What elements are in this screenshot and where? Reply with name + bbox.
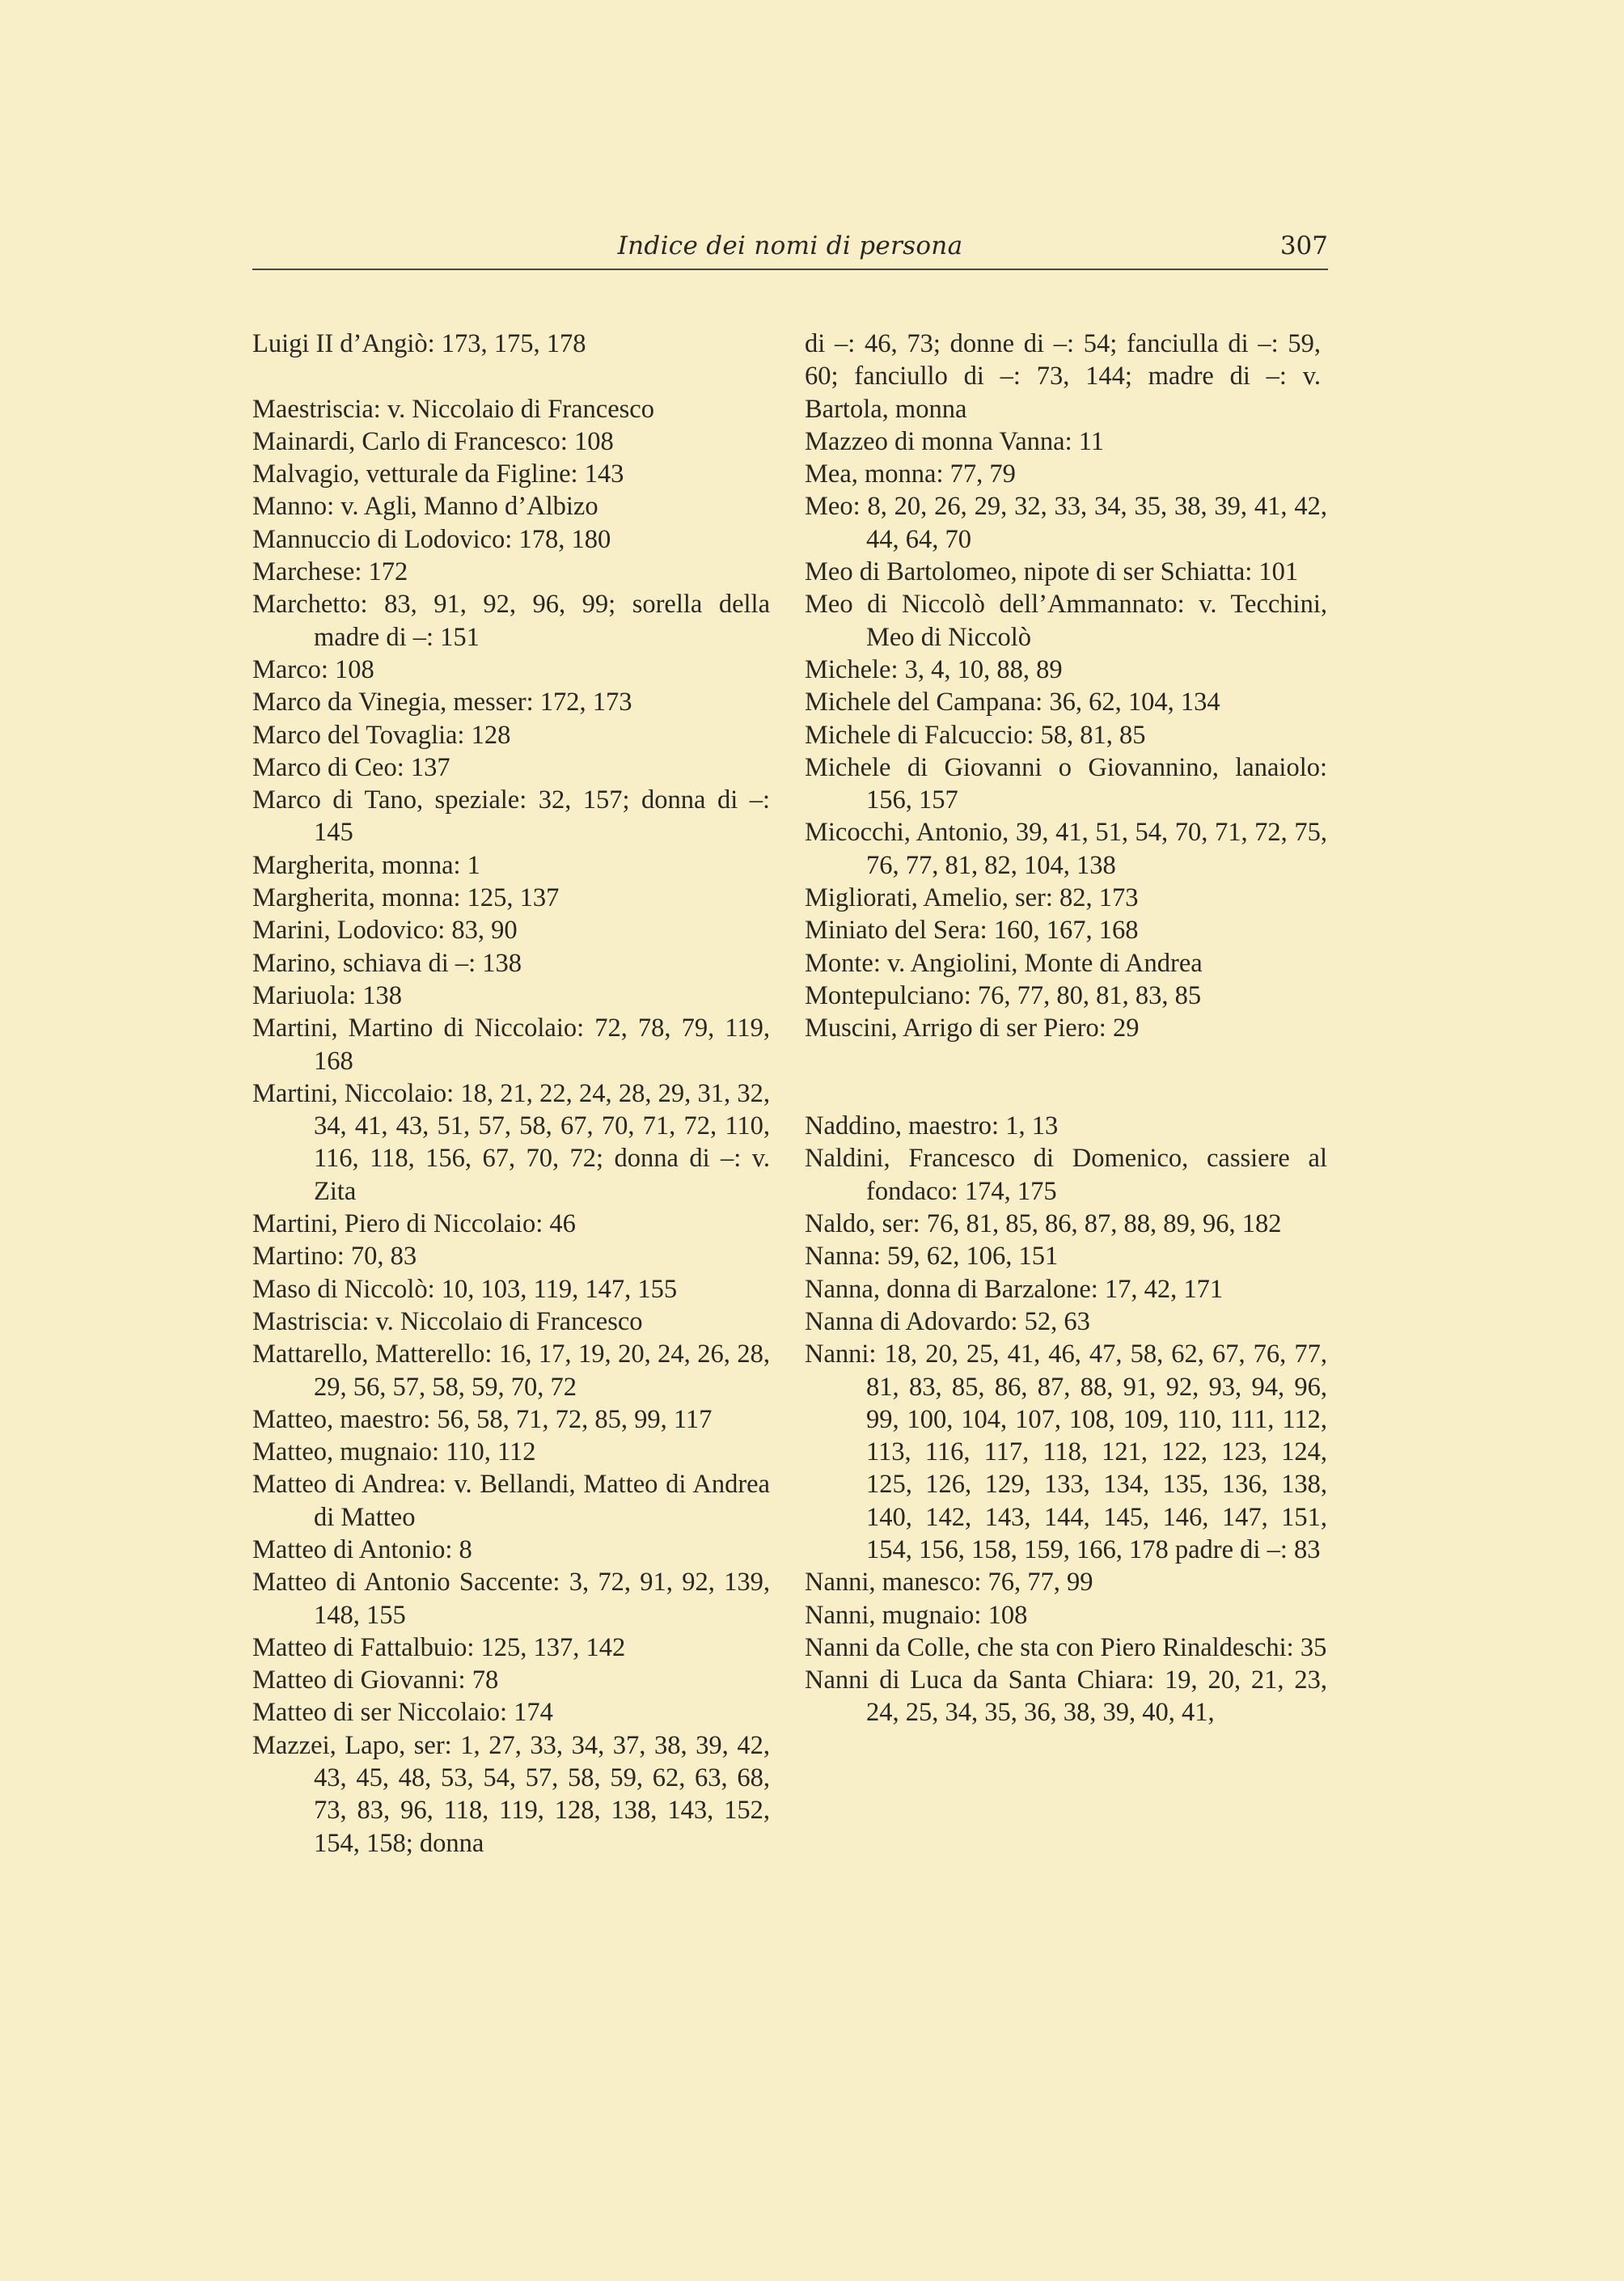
index-entry: Marini, Lodovico: 83, 90	[252, 916, 518, 946]
index-entry: Margherita, monna: 1	[252, 850, 480, 880]
index-entry: Nanna, donna di Barzalone: 17, 42, 171	[805, 1274, 1224, 1304]
index-entry: Meo: 8, 20, 26, 29, 32, 33, 34, 35, 38, 39, 41, 42, 44, 64, 70	[805, 492, 1327, 554]
index-entry: Margherita, monna: 125, 137	[252, 883, 560, 913]
letter-gap	[805, 1045, 1327, 1111]
index-entry: Martini, Piero di Niccolaio: 46	[252, 1209, 576, 1239]
index-entry: Nanni, manesco: 76, 77, 99	[805, 1568, 1093, 1598]
index-entry: Mariuola: 138	[252, 980, 403, 1010]
index-entry: Martino: 70, 83	[252, 1242, 417, 1272]
index-entry: Martini, Martino di Niccolaio: 72, 78, 79, 119, 168	[252, 1014, 770, 1076]
letter-gap	[252, 360, 770, 392]
index-entry: Michele di Giovanni o Giovannino, lanaiolo: 156, 157	[805, 752, 1327, 815]
index-entry: Matteo di ser Niccolaio: 174	[252, 1698, 553, 1728]
index-entry: Michele: 3, 4, 10, 88, 89	[805, 654, 1063, 684]
index-entry: Marchese: 172	[252, 557, 408, 587]
index-column-right	[805, 328, 1327, 1729]
index-entry: Luigi II d’Angiò: 173, 175, 178	[252, 329, 586, 358]
index-entry: Meo di Niccolò dell’Ammannato: v. Tecchini, Meo di Niccolò	[805, 590, 1327, 652]
index-entry: Matteo, mugnaio: 110, 112	[252, 1437, 536, 1467]
index-entry: Marco da Vinegia, messer: 172, 173	[252, 688, 632, 717]
index-entry: Mannuccio di Lodovico: 178, 180	[252, 524, 611, 554]
index-entry: Muscini, Arrigo di ser Piero: 29	[805, 1014, 1140, 1043]
index-entry: Mazzeo di monna Vanna: 11	[805, 426, 1105, 456]
index-entry: Michele di Falcuccio: 58, 81, 85	[805, 720, 1146, 750]
index-entry: Matteo di Fattalbuio: 125, 137, 142	[252, 1632, 626, 1662]
index-entry: Mea, monna: 77, 79	[805, 459, 1016, 489]
running-title: Indice dei nomi di persona	[617, 231, 963, 260]
index-entry: Mastriscia: v. Niccolaio di Francesco	[252, 1306, 643, 1336]
index-entry: Matteo di Andrea: v. Bellandi, Matteo di Andrea di Matteo	[252, 1470, 770, 1532]
index-entry: Marchetto: 83, 91, 92, 96, 99; sorella della madre di –: 151	[252, 590, 770, 652]
index-entry: Mattarello, Matterello: 16, 17, 19, 20, 24, 26, 28, 29, 56, 57, 58, 59, 70, 72	[252, 1339, 770, 1402]
index-entry: Matteo, maestro: 56, 58, 71, 72, 85, 99, 117	[252, 1404, 713, 1434]
index-entry: Naldini, Francesco di Domenico, cassiere al fondaco: 174, 175	[805, 1144, 1327, 1206]
index-entry: Montepulciano: 76, 77, 80, 81, 83, 85	[805, 980, 1202, 1010]
index-entry: Marco di Tano, speziale: 32, 157; donna di –: 145	[252, 785, 770, 848]
index-entry: Mainardi, Carlo di Francesco: 108	[252, 426, 614, 456]
index-entry: Naddino, maestro: 1, 13	[805, 1111, 1059, 1141]
index-entry: Monte: v. Angiolini, Monte di Andrea	[805, 948, 1203, 978]
index-entry: Matteo di Giovanni: 78	[252, 1665, 499, 1695]
index-entry: Michele del Campana: 36, 62, 104, 134	[805, 688, 1220, 717]
index-entry: Marco del Tovaglia: 128	[252, 720, 511, 750]
index-entry: Nanni da Colle, che sta con Piero Rinaldeschi: 35	[805, 1632, 1327, 1662]
index-entry: Marco di Ceo: 137	[252, 752, 450, 782]
index-entry: Manno: v. Agli, Manno d’Albizo	[252, 492, 598, 522]
index-entry: Mazzei, Lapo, ser: 1, 27, 33, 34, 37, 38, 39, 42, 43, 45, 48, 53, 54, 57, 58, 59, 62, 63, 68, 73, 83, 96, 118, 119, 128, 138, 143, 152, 154, 158; donna	[252, 1730, 770, 1858]
index-entry: Maso di Niccolò: 10, 103, 119, 147, 155	[252, 1274, 678, 1304]
page-number: 307	[1279, 231, 1328, 260]
index-entry-continuation: di –: 46, 73; donne di –: 54; fanciulla di –: 59, 60; fanciullo di –: 73, 144; madre di –: v. Bartola, monna	[805, 329, 1321, 424]
index-entry: Matteo di Antonio: 8	[252, 1534, 472, 1564]
index-entry: Nanni: 18, 20, 25, 41, 46, 47, 58, 62, 67, 76, 77, 81, 83, 85, 86, 87, 88, 91, 92, 93, 94, 96, 99, 100, 104, 107, 108, 109, 110, 111, 112, 113, 116, 117, 118, 121, 122, 123, 124, 125, 126, 129, 133, 134, 135, 136, 138, 140, 142, 143, 144, 145, 146, 147, 151, 154, 156, 158, 159, 166, 178 padre di –: 83	[805, 1339, 1327, 1564]
index-entry: Nanna di Adovardo: 52, 63	[805, 1306, 1090, 1336]
index-entry: Malvagio, vetturale da Figline: 143	[252, 459, 624, 489]
index-entry: Meo di Bartolomeo, nipote di ser Schiatta: 101	[805, 557, 1299, 587]
index-entry: Nanna: 59, 62, 106, 151	[805, 1242, 1059, 1272]
index-entry: Miniato del Sera: 160, 167, 168	[805, 916, 1139, 946]
index-entry: Migliorati, Amelio, ser: 82, 173	[805, 883, 1139, 913]
index-entry: Nanni di Luca da Santa Chiara: 19, 20, 21, 23, 24, 25, 34, 35, 36, 38, 39, 40, 41,	[805, 1665, 1327, 1728]
index-entry: Micocchi, Antonio, 39, 41, 51, 54, 70, 71, 72, 75, 76, 77, 81, 82, 104, 138	[805, 818, 1327, 880]
index-entry: Marino, schiava di –: 138	[252, 948, 522, 978]
index-entry: Naldo, ser: 76, 81, 85, 86, 87, 88, 89, 96, 182	[805, 1209, 1282, 1239]
index-entry: Martini, Niccolaio: 18, 21, 22, 24, 28, 29, 31, 32, 34, 41, 43, 51, 57, 58, 67, 70, 71, 72, 110, 116, 118, 156, 67, 70, 72; donna di –: v. Zita	[252, 1078, 770, 1206]
index-column-left	[252, 328, 770, 1860]
index-entry: Matteo di Antonio Saccente: 3, 72, 91, 92, 139, 148, 155	[252, 1568, 770, 1630]
running-header	[252, 228, 1328, 270]
index-entry: Maestriscia: v. Niccolaio di Francesco	[252, 394, 654, 424]
index-entry: Nanni, mugnaio: 108	[805, 1600, 1028, 1630]
index-entry: Marco: 108	[252, 654, 374, 684]
